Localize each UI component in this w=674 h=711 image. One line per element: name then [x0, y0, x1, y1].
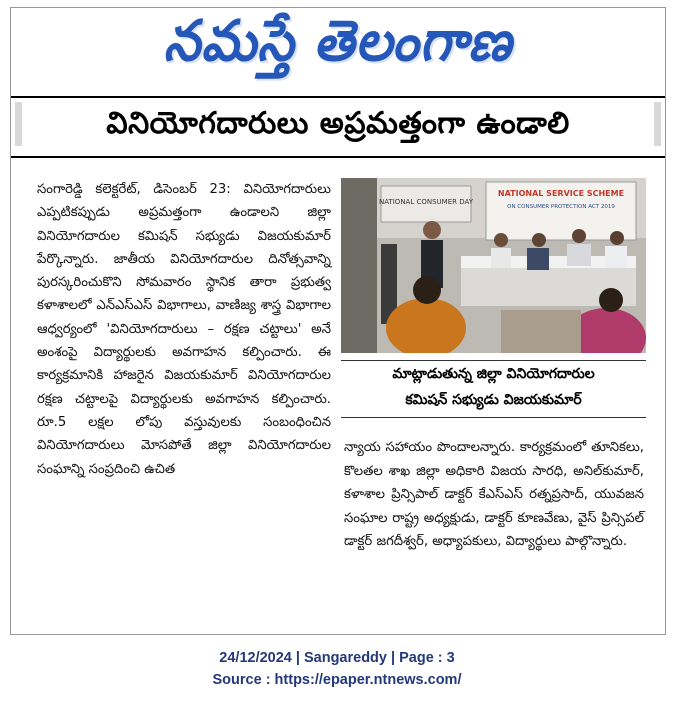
article-body-right — [344, 436, 644, 554]
body-left-text: సంగారెడ్డి కలెక్టరేట్, డిసెంబర్ 23: వినియోగదారులు ఎప్పటికప్పుడు అప్రమత్తంగా ఉండాలని జిల్లా వినియోగదారుల కమిషన్ సభ్యుడు విజయకుమార్ పేర్కొన్నారు. జాతీయ వినియోగదారుల దినోత్సవాన్ని పురస్కరించుకొని సోమవారం స్థానిక తారా ప్రభుత్వ కళాశాలలో ఎన్ఎస్ఎస్ విభాగాలు, వాణిజ్య శాస్త్ర విభాగాల ఆధ్వర్యంలో 'వినియోగదారులు – రక్షణ చట్టాలు' అనే అంశంపై విద్యార్థులకు అవగాహన కల్పించారు. ఈ కార్యక్రమానికి హాజరైన విజయకుమార్ వినియోగదారుల రక్షణ చట్టాలపై విద్యార్థులకు అవగాహన కల్పించారు. రూ.5 లక్షల లోపు వస్తువులకు సంబంధించిన వినియోగదారులు మోసపోతే జిల్లా వినియోగదారుల సంఘాన్ని సంప్రదించి ఉచిత — [37, 182, 331, 477]
photo-banner-right-title: NATIONAL SERVICE SCHEME — [497, 189, 625, 198]
photo-banner-right-sub: ON CONSUMER PROTECTION ACT 2019 — [507, 204, 615, 210]
photo-caption — [341, 360, 646, 418]
headline-top-rule — [11, 96, 665, 98]
photo-banner-left-text: NATIONAL CONSUMER DAY — [378, 198, 474, 206]
footer-date-edition: 24/12/2024 | Sangareddy | Page : 3 — [219, 650, 455, 666]
newspaper-clipping — [10, 7, 666, 635]
article-headline: వినియోగదారులు అప్రమత్తంగా ఉండాలి — [106, 106, 570, 141]
caption-line-2: కమిషన్ సభ్యుడు విజయకుమార్ — [405, 392, 582, 408]
masthead-title: నమస్తే తెలంగాణ — [163, 9, 513, 74]
event-photo — [341, 178, 646, 353]
masthead — [11, 8, 665, 86]
article-body-left — [37, 178, 331, 481]
event-photo-illustration — [341, 178, 646, 353]
headline-bottom-rule — [11, 156, 665, 158]
caption-line-1: మాట్లాడుతున్న జిల్లా వినియోగదారుల — [392, 366, 595, 382]
body-right-text: న్యాయ సహాయం పొందాలన్నారు. కార్యక్రమంలో తూనికలు, కొలతల శాఖ జిల్లా అధికారి విజయ సారధి, అనిల్‌కుమార్, కళాశాల ప్రిన్సిపాల్ డాక్టర్ కేఎస్ఎస్ రత్నప్రసాద్, యువజన సంఘాల రాష్ట్ర అధ్యక్షుడు, డాక్టర్ కూణవేణు, వైస్ ప్రిన్సిపల్ డాక్టర్ జగదీశ్వర్, అధ్యాపకులు, విద్యార్థులు పాల్గొన్నారు. — [344, 440, 644, 549]
footer-source: Source : https://epaper.ntnews.com/ — [212, 672, 462, 688]
